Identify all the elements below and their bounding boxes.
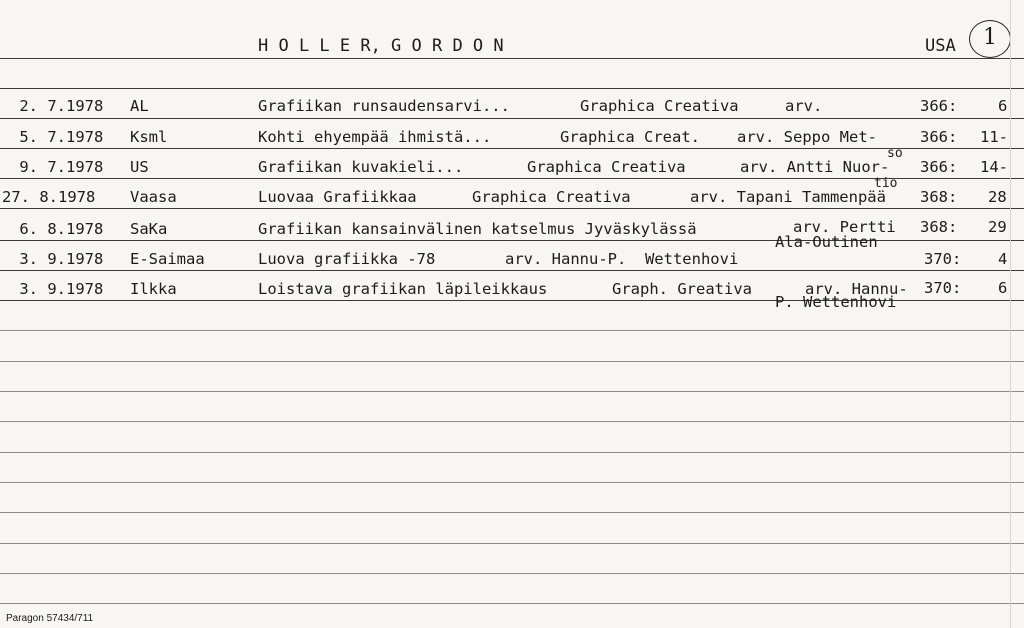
row-rule [0,148,1024,149]
row-rule [0,482,1024,483]
row-rule [0,512,1024,513]
row-rule [0,391,1024,392]
row-rule [0,178,1024,179]
row-publication: Graph. Greativa [612,280,752,298]
row-rule [0,452,1024,453]
row-rule [0,88,1024,89]
row-rule [0,573,1024,574]
row-publication: Graphica Creativa [527,158,686,176]
row-date: 9. 7.1978 [10,158,104,176]
country: USA [925,36,956,56]
row-rule [0,421,1024,422]
row-page: 14- [980,158,1008,176]
person-name: H O L L E R, G O R D O N [258,36,504,56]
row-review: arv. Seppo Met- [737,128,877,146]
row-rule [0,270,1024,271]
row-rule [0,543,1024,544]
row-review: arv. Hannu-P. Wettenhovi [505,250,739,268]
row-review-cont: so [887,146,903,161]
row-source: Ksml [130,128,168,146]
row-page: 6 [998,279,1008,297]
card-print-mark: Paragon 57434/711 [6,613,94,624]
row-date: 5. 7.1978 [10,128,104,146]
row-ref: 366: [920,128,958,146]
row-rule [0,208,1024,209]
header-rule [0,58,1024,59]
row-rule [0,330,1024,331]
row-date: 3. 9.1978 [10,250,104,268]
row-rule [0,361,1024,362]
row-source: Ilkka [130,280,177,298]
row-review: arv. Tapani Tammenpää [690,188,886,206]
row-page: 11- [980,128,1008,146]
row-page: 4 [998,250,1008,268]
row-review: arv. [785,97,823,115]
row-source: US [130,158,149,176]
row-date: 3. 9.1978 [10,280,104,298]
row-review: arv. Hannu- [805,280,908,298]
card-edge [1010,0,1011,628]
row-source: SaKa [130,220,168,238]
row-review-cont: Ala-Outinen [775,233,878,251]
row-ref: 368: [920,188,958,206]
row-title: Luova grafiikka -78 [258,250,436,268]
row-review: arv. Pertti [793,218,896,236]
row-review-cont: P. Wettenhovi [775,293,897,311]
row-ref: 368: [920,218,958,236]
row-title: Grafiikan runsaudensarvi... [258,97,510,115]
row-source: E-Saimaa [130,250,205,268]
row-date: 6. 8.1978 [10,220,104,238]
row-ref: 370: [924,250,962,268]
row-title: Kohti ehyempää ihmistä... [258,128,492,146]
row-ref: 366: [920,97,958,115]
row-page: 29 [988,218,1007,236]
row-title: Loistava grafiikan läpileikkaus [258,280,548,298]
row-rule [0,118,1024,119]
row-ref: 370: [924,279,962,297]
row-review: arv. Antti Nuor- [740,158,890,176]
row-ref: 366: [920,158,958,176]
row-title: Luovaa Grafiikkaa [258,188,417,206]
row-source: AL [130,97,149,115]
card-number: 1 [969,20,1011,58]
row-rule [0,603,1024,604]
row-date: 27. 8.1978 [2,188,96,206]
row-publication: Graphica Creativa [472,188,631,206]
row-review-cont: tio [874,176,898,191]
row-date: 2. 7.1978 [10,97,104,115]
row-publication: Graphica Creat. [560,128,700,146]
row-publication: Graphica Creativa [580,97,739,115]
row-source: Vaasa [130,188,177,206]
row-title: Grafiikan kuvakieli... [258,158,464,176]
row-title: Grafiikan kansainvälinen katselmus Jyväskylässä [258,220,697,238]
row-page: 28 [988,188,1007,206]
row-page: 6 [998,97,1008,115]
